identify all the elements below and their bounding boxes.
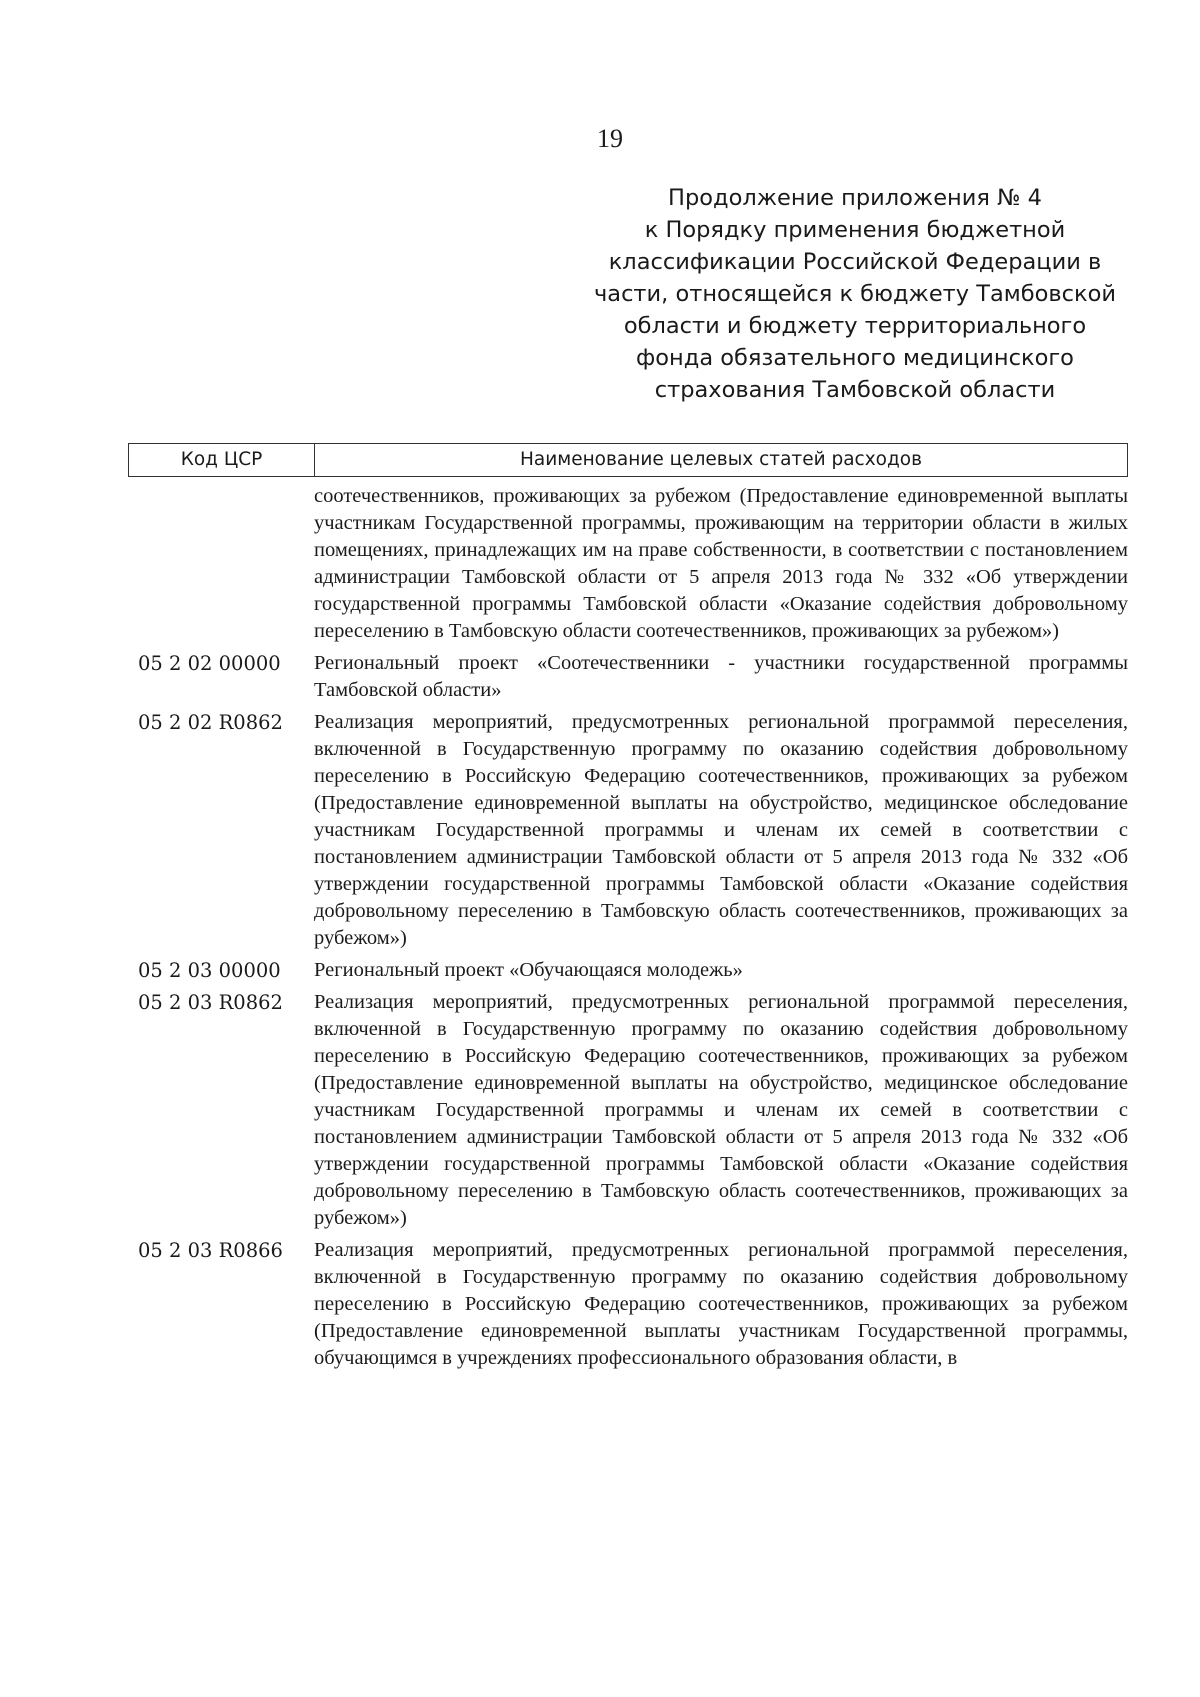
appendix-header-line: к Порядку применения бюджетной <box>644 217 1066 243</box>
column-header-name: Наименование целевых статей расходов <box>519 449 923 470</box>
appendix-header-line: классификации Российской Федерации в <box>608 249 1102 275</box>
row-description: Региональный проект «Обучающаяся молодежь» <box>314 959 743 981</box>
row-description: Реализация мероприятий, предусмотренных региональной программой переселения, включенной в Государственную программу по оказанию содействия добровольному переселению в Российскую Федерацию соотечественников, проживающих за рубежом (Предоставление единовременной выплаты на обустройство, медицинское обследование участникам Государственной программы и членам их семей в соответствии с постановлением администрации Тамбовской области от 5 апреля 2013 года № 332 «Об утверждении государственной программы Тамбовской области «Оказание содействия добровольному переселению в Тамбовскую область соотечественников, проживающих за рубежом») <box>314 991 1128 1229</box>
row-code: 05 2 03 R0866 <box>138 1239 283 1262</box>
row-code: 05 2 02 00000 <box>138 652 281 675</box>
appendix-header-line: области и бюджету территориального <box>623 313 1087 339</box>
table-row <box>138 483 1128 645</box>
table-row <box>138 650 1128 704</box>
table-row <box>138 957 1128 984</box>
row-code: 05 2 02 R0862 <box>138 711 283 734</box>
table-row <box>138 989 1128 1232</box>
page-number: 19 <box>597 124 623 153</box>
row-description: Реализация мероприятий, предусмотренных региональной программой переселения, включенной в Государственную программу по оказанию содействия добровольному переселению в Российскую Федерацию соотечественников, проживающих за рубежом (Предоставление единовременной выплаты на обустройство, медицинское обследование участникам Государственной программы и членам их семей в соответствии с постановлением администрации Тамбовской области от 5 апреля 2013 года № 332 «Об утверждении государственной программы Тамбовской области «Оказание содействия добровольному переселению в Тамбовскую область соотечественников, проживающих за рубежом») <box>314 711 1128 949</box>
appendix-header-line: Продолжение приложения № 4 <box>668 185 1042 211</box>
table-header <box>128 443 1128 477</box>
table-body <box>138 483 1128 1377</box>
appendix-header-line: страхования Тамбовской области <box>654 377 1056 403</box>
appendix-header <box>590 182 1120 406</box>
row-code: 05 2 03 R0862 <box>138 991 283 1014</box>
row-description: соотечественников, проживающих за рубежом (Предоставление единовременной выплаты участникам Государственной программы, проживающим на территории области в жилых помещениях, принадлежащих им на праве собственности, в соответствии с постановлением администрации Тамбовской области от 5 апреля 2013 года № 332 «Об утверждении государственной программы Тамбовской области «Оказание содействия добровольному переселению в Тамбовскую области соотечественников, проживающих за рубежом») <box>314 485 1128 642</box>
appendix-header-line: фонда обязательного медицинского <box>636 345 1074 371</box>
column-header-code: Код ЦСР <box>129 444 315 476</box>
table-row <box>138 709 1128 952</box>
row-description: Региональный проект «Соотечественники - участники государственной программы Тамбовской области» <box>314 652 1128 701</box>
table-row <box>138 1237 1128 1372</box>
row-description: Реализация мероприятий, предусмотренных региональной программой переселения, включенной в Государственную программу по оказанию содействия добровольному переселению в Российскую Федерацию соотечественников, проживающих за рубежом (Предоставление единовременной выплаты участникам Государственной программы, обучающимся в учреждениях профессионального образования области, в <box>314 1239 1128 1369</box>
row-code <box>138 483 314 645</box>
row-code: 05 2 03 00000 <box>138 959 281 982</box>
appendix-header-line: части, относящейся к бюджету Тамбовской <box>593 281 1116 307</box>
